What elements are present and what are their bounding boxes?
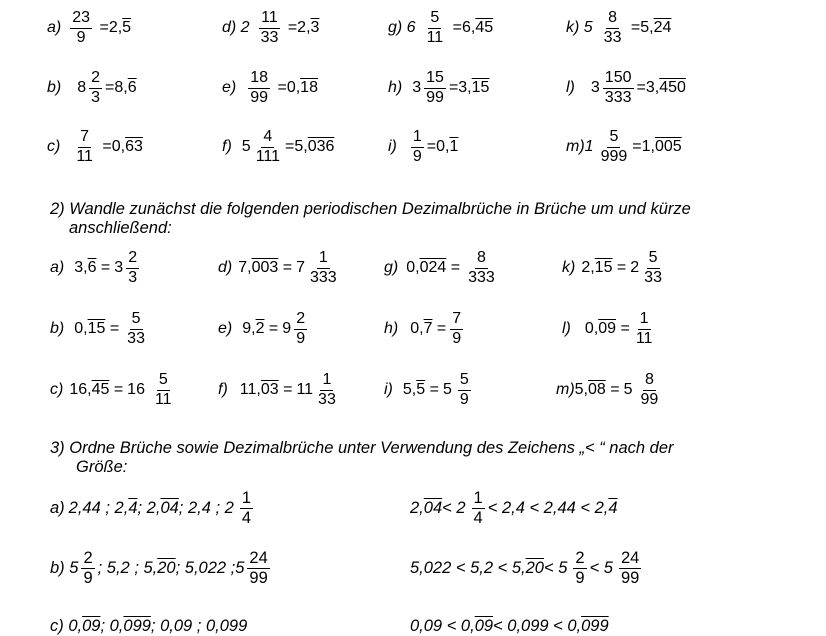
decimal-int: 3, xyxy=(74,259,88,277)
fraction: $\frac{15}{99}$ xyxy=(426,69,444,106)
equals-sign: = xyxy=(273,79,287,97)
repetend: 04 xyxy=(423,499,443,518)
decimal-int: 9, xyxy=(242,320,256,338)
repetend: 6 xyxy=(87,259,97,277)
fraction: $\frac{5}{11}$ xyxy=(426,9,444,46)
item-label: f) xyxy=(222,138,232,156)
s2-item-b xyxy=(50,311,150,348)
decimal-int: 5, xyxy=(574,381,588,399)
equals-sign: = xyxy=(96,259,111,277)
answer-text: < 5 xyxy=(543,559,568,578)
item-label: a) xyxy=(50,499,65,518)
s1-item-l xyxy=(566,70,686,107)
fraction: $\frac{150}{333}$ xyxy=(604,69,632,106)
item-label: h) xyxy=(388,79,403,97)
whole-part: 5 xyxy=(442,381,452,399)
fraction: $\frac{24}{99}$ xyxy=(249,549,268,588)
s2-item-f xyxy=(218,372,341,409)
s3-answer-a xyxy=(410,490,618,528)
fraction: $\frac{18}{99}$ xyxy=(250,69,269,106)
repetend: 20 xyxy=(525,559,544,578)
repetend: 15 xyxy=(471,79,490,97)
equals-sign: = xyxy=(605,381,620,399)
repetend: 099 xyxy=(581,617,609,635)
fraction: $\frac{2}{9}$ xyxy=(575,549,585,588)
fraction: $\frac{23}{9}$ xyxy=(72,9,91,46)
fraction: $\frac{5}{33}$ xyxy=(644,249,662,286)
decimal-int: 0, xyxy=(406,259,420,277)
fraction: $\frac{8}{33}$ xyxy=(603,9,622,46)
equals-sign: = xyxy=(616,320,630,338)
fraction: $\frac{1}{333}$ xyxy=(309,249,337,286)
whole-part: 5 xyxy=(241,138,251,156)
decimal-int: 2, xyxy=(581,259,595,277)
item-label: b) xyxy=(50,320,65,338)
s3-answer-b xyxy=(410,550,644,588)
whole-part: 2 xyxy=(630,259,640,277)
item-label: k) 5 xyxy=(566,19,593,37)
whole-part: 16 xyxy=(127,381,145,399)
fraction: $\frac{1}{4}$ xyxy=(473,489,483,528)
list-text: ; 5,2 ; 5, xyxy=(97,559,158,578)
whole-part: 9 xyxy=(282,320,292,338)
section-2-heading xyxy=(50,200,691,238)
repetend: 24 xyxy=(653,19,672,37)
repetend: 4 xyxy=(608,499,618,518)
repetend: 15 xyxy=(594,259,613,277)
item-label: c) xyxy=(47,138,61,156)
whole-part: 11 xyxy=(296,381,314,399)
s1-item-h xyxy=(388,70,489,107)
fraction: $\frac{8}{333}$ xyxy=(468,249,495,286)
repetend: 2 xyxy=(255,320,265,338)
s3-list-c xyxy=(50,617,247,636)
fraction: $\frac{7}{11}$ xyxy=(76,128,93,165)
item-label: b) 5 xyxy=(50,559,79,578)
section-3-heading xyxy=(50,439,674,477)
list-text: ; 0,09 ; 0,099 xyxy=(150,617,248,635)
fraction: $\frac{5}{11}$ xyxy=(154,371,172,408)
equals-sign: = xyxy=(448,79,459,97)
fraction: $\frac{4}{111}$ xyxy=(255,128,281,165)
section-3-heading-line1: 3) Ordne Brüche sowie Dezimalbrüche unter Verwendung des Zeichens „< “ nach der xyxy=(50,439,674,457)
decimal-int: 5, xyxy=(402,381,417,399)
whole-part: 3 xyxy=(412,79,422,97)
equals-sign: = xyxy=(446,259,461,277)
item-label: k) xyxy=(562,259,576,277)
item-label: g) xyxy=(384,259,399,277)
repetend: 024 xyxy=(419,259,447,277)
fraction: $\frac{5}{999}$ xyxy=(600,128,628,165)
section-3-heading-line2: Größe: xyxy=(76,458,128,476)
fraction: $\frac{5}{9}$ xyxy=(459,371,469,408)
decimal-int: 0, xyxy=(584,320,599,338)
fraction: $\frac{8}{99}$ xyxy=(640,371,659,408)
repetend: 09 xyxy=(598,320,617,338)
list-text: ; 0, xyxy=(100,617,124,635)
answer-text: < 2 xyxy=(442,499,466,518)
item-label: i) xyxy=(388,138,397,156)
whole-part: 3 xyxy=(590,79,600,97)
fraction: $\frac{2}{9}$ xyxy=(296,310,306,347)
s1-item-f xyxy=(222,129,334,166)
equals-sign: = xyxy=(278,259,293,277)
equals-sign: = xyxy=(425,381,439,399)
answer-text: 2, xyxy=(410,499,424,518)
s1-item-k xyxy=(566,10,671,47)
decimal-int: 0, xyxy=(74,320,88,338)
decimal-int: 3, xyxy=(645,79,660,97)
item-label: m) xyxy=(556,381,575,399)
s2-item-d xyxy=(218,250,342,287)
answer-text: 0,09 < 0, xyxy=(410,617,475,635)
s1-item-e xyxy=(222,70,318,107)
equals-sign: = xyxy=(283,19,298,37)
equals-sign: = xyxy=(97,138,112,156)
decimal-int: 0, xyxy=(111,138,126,156)
fraction: $\frac{1}{9}$ xyxy=(412,128,422,165)
list-text: 2,44 ; 2, xyxy=(68,499,129,518)
repetend: 15 xyxy=(87,320,106,338)
fraction: $\frac{1}{33}$ xyxy=(318,371,336,408)
fraction: $\frac{1}{11}$ xyxy=(635,310,653,347)
answer-text: 5,022 < 5,2 < 5, xyxy=(410,559,526,578)
fraction: $\frac{1}{4}$ xyxy=(241,489,252,528)
fraction: $\frac{5}{33}$ xyxy=(127,310,145,347)
s3-answer-c xyxy=(410,617,609,636)
s1-item-d xyxy=(222,10,319,47)
equals-sign: = xyxy=(632,138,642,156)
equals-sign: = xyxy=(105,320,120,338)
equals-sign: = xyxy=(432,320,447,338)
decimal-int: 0, xyxy=(286,79,301,97)
s1-item-m xyxy=(566,129,682,166)
decimal-int: 7, xyxy=(238,259,252,277)
item-label: f) xyxy=(218,381,228,399)
equals-sign: = xyxy=(264,320,279,338)
decimal-int: 11, xyxy=(239,381,261,399)
s2-item-k xyxy=(562,250,667,287)
item-label: l) xyxy=(562,320,571,338)
whole-part: 8 xyxy=(77,79,87,97)
item-label: a) xyxy=(47,19,62,37)
s2-item-a xyxy=(50,250,142,287)
list-text: ; 5,022 ;5 xyxy=(175,559,245,578)
decimal-int: 0, xyxy=(410,320,424,338)
decimal-int: 1, xyxy=(641,138,655,156)
fraction: $\frac{2}{9}$ xyxy=(83,549,93,588)
fraction: $\frac{2}{3}$ xyxy=(91,69,101,106)
repetend: 036 xyxy=(307,138,335,156)
s2-item-e xyxy=(218,311,310,348)
repetend: 005 xyxy=(654,138,682,156)
list-text: ; 2,4 ; 2 xyxy=(178,499,234,518)
decimal-int: 6, xyxy=(461,19,476,37)
repetend: 45 xyxy=(91,381,110,399)
repetend: 09 xyxy=(474,617,494,635)
fraction: $\frac{2}{3}$ xyxy=(128,249,138,286)
s1-item-c xyxy=(47,129,143,166)
s2-item-i xyxy=(384,372,474,409)
equals-sign: = xyxy=(626,19,641,37)
repetend: 5 xyxy=(416,381,426,399)
whole-part: 3 xyxy=(114,259,124,277)
answer-text: < 0,099 < 0, xyxy=(493,617,582,635)
equals-sign: = xyxy=(95,19,109,37)
item-label: b) xyxy=(47,79,62,97)
decimal-int: 16, xyxy=(69,381,92,399)
repetend: 450 xyxy=(659,79,686,97)
item-label: d) 2 xyxy=(222,19,250,37)
repetend: 7 xyxy=(423,320,433,338)
equals-sign: = xyxy=(448,19,462,37)
repetend: 20 xyxy=(157,559,176,578)
fraction: $\frac{7}{9}$ xyxy=(452,310,462,347)
s2-item-g xyxy=(384,250,500,287)
equals-sign: = xyxy=(105,79,115,97)
repetend: 4 xyxy=(128,499,138,518)
s2-item-m xyxy=(556,372,663,409)
item-label: e) xyxy=(218,320,233,338)
repetend: 099 xyxy=(123,617,151,635)
repetend: 3 xyxy=(310,19,320,37)
list-text: ; 2, xyxy=(137,499,161,518)
item-label: d) xyxy=(218,259,233,277)
decimal-int: 2, xyxy=(108,19,123,37)
equals-sign: = xyxy=(426,138,437,156)
repetend: 03 xyxy=(260,381,279,399)
item-label: g) 6 xyxy=(388,19,416,37)
whole-part: 5 xyxy=(623,381,633,399)
s1-item-b xyxy=(47,70,137,107)
repetend: 45 xyxy=(475,19,494,37)
s1-item-i xyxy=(388,129,458,166)
equals-sign: = xyxy=(278,381,293,399)
s1-item-a xyxy=(47,10,131,47)
item-label: i) xyxy=(384,381,393,399)
s3-list-a xyxy=(50,490,256,528)
repetend: 04 xyxy=(160,499,179,518)
equals-sign: = xyxy=(109,381,124,399)
item-label: h) xyxy=(384,320,399,338)
s1-item-g xyxy=(388,10,493,47)
s2-item-h xyxy=(384,311,466,348)
repetend: 5 xyxy=(122,19,132,37)
fraction: $\frac{11}{33}$ xyxy=(260,9,279,46)
equals-sign: = xyxy=(612,259,627,277)
decimal-int: 2, xyxy=(297,19,311,37)
item-label: l) xyxy=(566,79,575,97)
whole-part: 7 xyxy=(296,259,305,277)
decimal-int: 5, xyxy=(294,138,308,156)
s2-item-l xyxy=(562,311,657,348)
s2-item-c xyxy=(50,372,177,409)
repetend: 003 xyxy=(251,259,279,277)
item-label: m)1 xyxy=(566,138,594,156)
item-label: a) xyxy=(50,259,65,277)
equals-sign: = xyxy=(285,138,295,156)
answer-text: < 2,4 < 2,44 < 2, xyxy=(487,499,609,518)
repetend: 6 xyxy=(127,79,137,97)
repetend: 1 xyxy=(449,138,459,156)
section-2-heading-line2: anschließend: xyxy=(69,219,172,237)
fraction: $\frac{24}{99}$ xyxy=(620,549,640,588)
decimal-int: 0, xyxy=(436,138,450,156)
item-label: c) 0, xyxy=(50,617,83,635)
repetend: 18 xyxy=(300,79,318,97)
repetend: 08 xyxy=(588,381,606,399)
section-2-heading-line1: 2) Wandle zunächst die folgenden periodischen Dezimalbrüche in Brüche um und kürze xyxy=(50,200,691,218)
item-label: c) xyxy=(50,381,64,399)
equals-sign: = xyxy=(636,79,646,97)
answer-text: < 5 xyxy=(589,559,613,578)
repetend: 63 xyxy=(125,138,143,156)
repetend: 09 xyxy=(82,617,101,635)
decimal-int: 8, xyxy=(114,79,128,97)
decimal-int: 3, xyxy=(458,79,472,97)
s3-list-b xyxy=(50,550,273,588)
decimal-int: 5, xyxy=(640,19,654,37)
item-label: e) xyxy=(222,79,237,97)
